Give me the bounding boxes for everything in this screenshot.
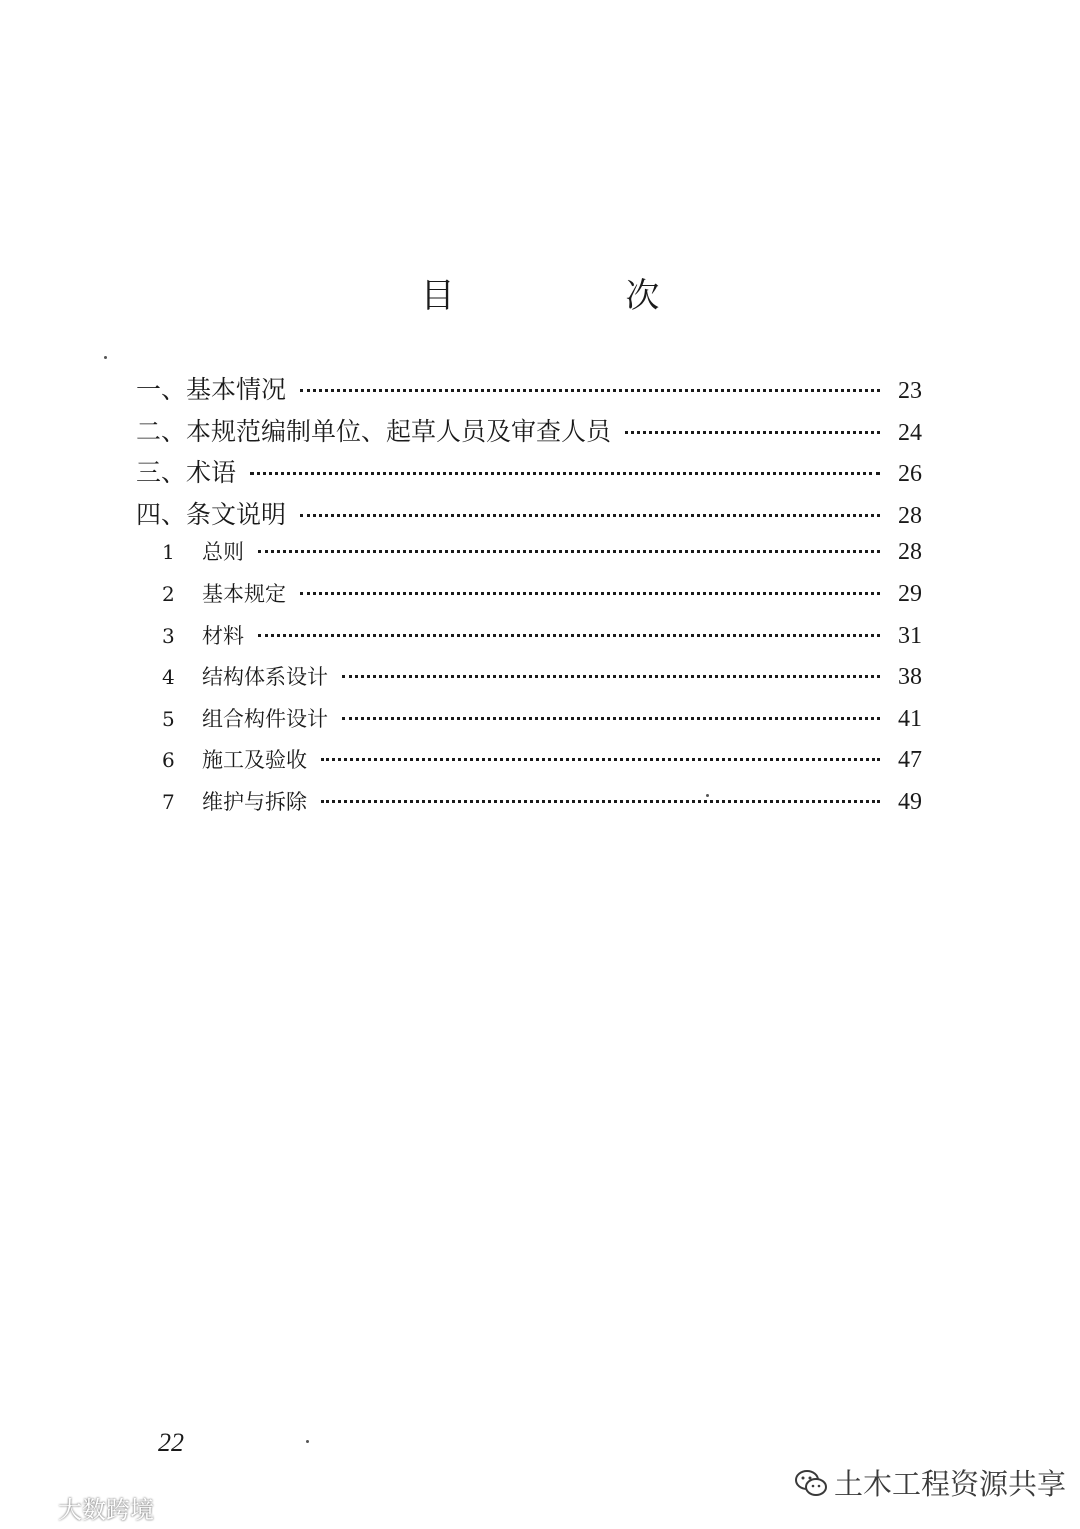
watermark-right-text: 土木工程资源共享 (834, 1467, 1067, 1501)
toc-subentry-number: 6 (162, 748, 175, 773)
toc-subentry-number: 3 (162, 623, 175, 648)
toc-subentry[interactable] (136, 786, 922, 828)
dot-leader (625, 431, 880, 434)
dot-leader (300, 389, 880, 392)
toc-subentry[interactable] (136, 536, 922, 578)
toc-entry-label: 二、本规范编制单位、起草人员及审查人员 (136, 416, 612, 446)
watermark-left-text: 大数跨境 (58, 1496, 154, 1524)
toc-entry-label: 一、基本情况 (136, 375, 287, 404)
toc-subentry-label: 结构体系设计 (202, 665, 328, 690)
toc-entry-page: 28 (898, 502, 922, 529)
toc-subentry-page: 28 (898, 539, 922, 566)
toc-subentry-page: 47 (898, 747, 922, 774)
toc-entry-page: 26 (898, 461, 922, 488)
toc-subentry-number: 7 (162, 789, 175, 814)
toc-entry[interactable] (136, 453, 922, 495)
toc-subentry-label: 总则 (202, 540, 244, 565)
toc-subentry-label: 基本规定 (202, 581, 286, 606)
brand-logo-icon (8, 1497, 54, 1519)
toc-subentry[interactable] (136, 703, 922, 745)
toc-subentry-number: 1 (162, 540, 175, 565)
toc-subentry-number: 2 (162, 581, 175, 606)
toc-subentry-page: 38 (898, 664, 922, 691)
dot-leader (342, 675, 880, 678)
toc-subentry[interactable] (136, 620, 922, 662)
toc-subentry-label: 组合构件设计 (202, 706, 328, 731)
toc-entry-label: 四、条文说明 (136, 499, 287, 529)
scan-speck (306, 1440, 309, 1443)
dot-leader (250, 472, 880, 475)
watermark-right (794, 1462, 1066, 1503)
toc-subentry[interactable] (136, 744, 922, 786)
toc-entry-page: 24 (898, 419, 922, 446)
toc-subentry-page: 29 (898, 580, 922, 607)
toc-subentry-number: 4 (162, 665, 175, 690)
table-of-contents (136, 370, 922, 828)
toc-entry-page: 23 (898, 378, 922, 404)
toc-subentry-label: 施工及验收 (202, 748, 307, 773)
dot-leader (300, 514, 880, 517)
page-title: 目 次 (420, 276, 740, 316)
watermark-left (8, 1490, 154, 1525)
toc-subentry[interactable] (136, 578, 922, 620)
dot-leader (342, 717, 880, 720)
wechat-icon (794, 1468, 828, 1498)
toc-subentry-label: 维护与拆除 (202, 789, 307, 814)
toc-entry[interactable] (136, 495, 922, 537)
toc-entry[interactable] (136, 370, 922, 412)
toc-subentry-page: 41 (898, 705, 922, 732)
scan-speck (104, 356, 107, 359)
scan-speck (706, 794, 709, 797)
page-number: 22 (158, 1428, 184, 1457)
toc-subentry-number: 5 (162, 706, 175, 731)
dot-leader (321, 800, 880, 803)
toc-subentry-page: 49 (898, 788, 922, 815)
dot-leader (258, 634, 880, 637)
dot-leader (300, 592, 880, 595)
dot-leader (258, 550, 880, 553)
toc-entry-label: 三、术语 (136, 458, 237, 488)
toc-subentry[interactable] (136, 661, 922, 703)
dot-leader (321, 758, 880, 761)
toc-entry[interactable] (136, 412, 922, 454)
toc-subentry-page: 31 (898, 622, 922, 649)
toc-subentry-label: 材料 (202, 623, 244, 648)
